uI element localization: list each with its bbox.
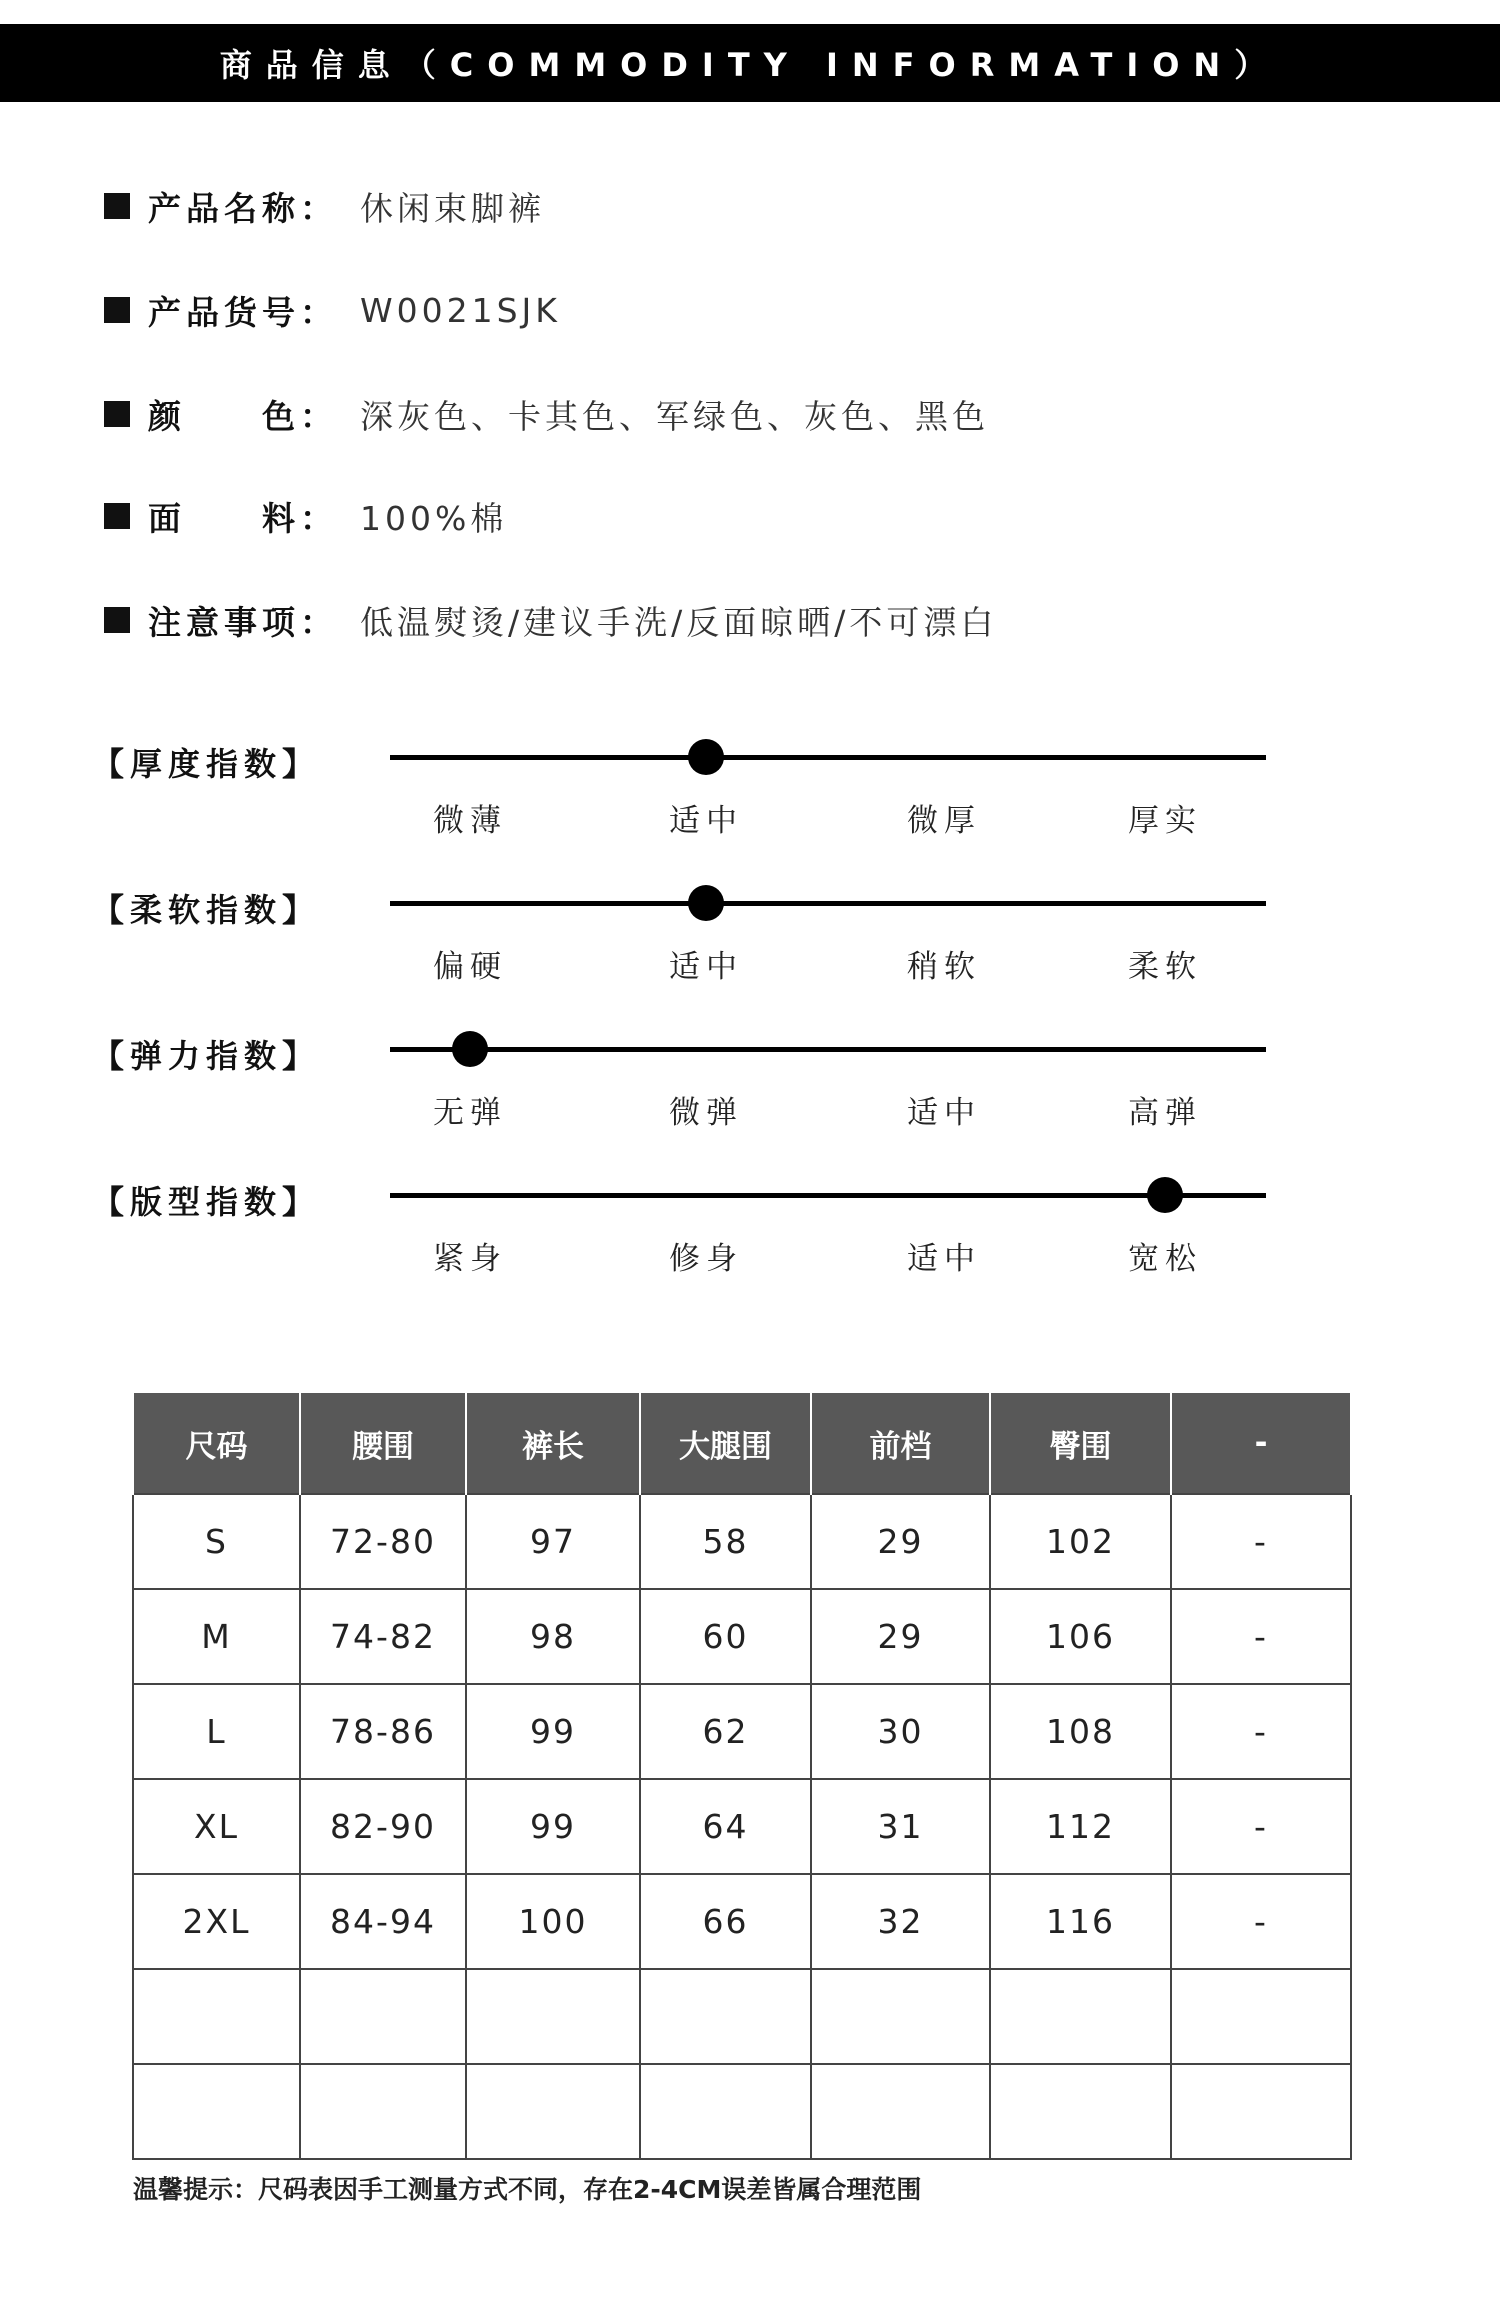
table-row (133, 1684, 1351, 1779)
table-cell: M (133, 1589, 300, 1684)
info-row-name (104, 176, 545, 236)
column-header: - (1171, 1393, 1351, 1494)
scale-tick-label: 宽松 (1128, 1241, 1202, 1277)
scale-tick-label: 无弹 (433, 1095, 507, 1131)
bullet-square-icon (104, 401, 130, 427)
table-row (133, 2064, 1351, 2159)
info-value: 休闲束脚裤 (360, 188, 545, 228)
info-label: 产品名称： (148, 188, 338, 228)
scale-title: 【版型指数】 (92, 1183, 321, 1221)
scale-tick-label: 适中 (907, 1241, 981, 1277)
scale-elasticity (0, 1027, 1500, 1147)
scale-title: 【柔软指数】 (92, 891, 321, 929)
scale-tick-label: 适中 (669, 949, 743, 985)
info-value: 100%棉 (360, 498, 508, 538)
table-cell (466, 1969, 640, 2064)
table-cell: 116 (990, 1874, 1171, 1969)
info-row-color (104, 384, 989, 444)
table-cell (990, 1969, 1171, 2064)
table-cell: 31 (811, 1779, 990, 1874)
table-row (133, 1779, 1351, 1874)
scale-indicator-dot (452, 1031, 488, 1067)
scale-tick-label: 适中 (907, 1095, 981, 1131)
scale-line (390, 755, 1266, 760)
scale-thickness (0, 735, 1500, 855)
table-cell: 82-90 (300, 1779, 466, 1874)
table-cell: - (1171, 1874, 1351, 1969)
table-cell: 99 (466, 1684, 640, 1779)
table-cell: 99 (466, 1779, 640, 1874)
table-cell: 84-94 (300, 1874, 466, 1969)
table-cell (640, 2064, 811, 2159)
scale-tick-label: 微薄 (433, 803, 507, 839)
table-cell (133, 2064, 300, 2159)
scale-tick-label: 厚实 (1128, 803, 1202, 839)
table-cell: L (133, 1684, 300, 1779)
table-cell: 74-82 (300, 1589, 466, 1684)
table-cell (811, 1969, 990, 2064)
table-cell: 30 (811, 1684, 990, 1779)
scale-indicator-dot (688, 739, 724, 775)
table-cell: 62 (640, 1684, 811, 1779)
table-cell: 29 (811, 1494, 990, 1589)
info-label: 注意事项： (148, 602, 338, 642)
table-cell: 78-86 (300, 1684, 466, 1779)
scale-tick-label: 偏硬 (433, 949, 507, 985)
info-label: 面 料： (148, 498, 338, 538)
table-cell (1171, 2064, 1351, 2159)
table-row (133, 1494, 1351, 1589)
scale-line (390, 901, 1266, 906)
bullet-square-icon (104, 607, 130, 633)
scale-line (390, 1193, 1266, 1198)
table-cell: 112 (990, 1779, 1171, 1874)
column-header: 大腿围 (640, 1393, 811, 1494)
bullet-square-icon (104, 503, 130, 529)
scale-tick-label: 修身 (669, 1241, 743, 1277)
table-cell: 60 (640, 1589, 811, 1684)
table-row (133, 1969, 1351, 2064)
column-header: 臀围 (990, 1393, 1171, 1494)
info-label: 颜 色： (148, 396, 338, 436)
column-header: 尺码 (133, 1393, 300, 1494)
table-cell (300, 1969, 466, 2064)
info-row-sku (104, 280, 561, 340)
bullet-square-icon (104, 193, 130, 219)
column-header: 前档 (811, 1393, 990, 1494)
table-cell: 98 (466, 1589, 640, 1684)
table-cell (640, 1969, 811, 2064)
table-cell (300, 2064, 466, 2159)
table-cell: - (1171, 1589, 1351, 1684)
table-cell: 58 (640, 1494, 811, 1589)
column-header: 腰围 (300, 1393, 466, 1494)
scale-tick-label: 紧身 (433, 1241, 507, 1277)
table-cell: 66 (640, 1874, 811, 1969)
scale-tick-label: 高弹 (1128, 1095, 1202, 1131)
table-cell: 72-80 (300, 1494, 466, 1589)
table-cell: 64 (640, 1779, 811, 1874)
scale-indicator-dot (688, 885, 724, 921)
scale-indicator-dot (1147, 1177, 1183, 1213)
scale-title: 【厚度指数】 (92, 745, 321, 783)
info-row-care (104, 590, 997, 650)
table-cell (1171, 1969, 1351, 2064)
scale-tick-label: 柔软 (1128, 949, 1202, 985)
table-row (133, 1874, 1351, 1969)
info-value: 深灰色、卡其色、军绿色、灰色、黑色 (360, 396, 989, 436)
table-cell: - (1171, 1684, 1351, 1779)
table-cell: 97 (466, 1494, 640, 1589)
size-tip-note: 温馨提示：尺码表因手工测量方式不同，存在2-4CM误差皆属合理范围 (133, 2175, 922, 2204)
table-cell (466, 2064, 640, 2159)
table-cell: 2XL (133, 1874, 300, 1969)
table-cell: - (1171, 1494, 1351, 1589)
column-header: 裤长 (466, 1393, 640, 1494)
table-cell: 108 (990, 1684, 1171, 1779)
table-cell: XL (133, 1779, 300, 1874)
table-cell: S (133, 1494, 300, 1589)
scale-line (390, 1047, 1266, 1052)
scale-fit (0, 1173, 1500, 1293)
table-row (133, 1589, 1351, 1684)
size-table (132, 1393, 1352, 2160)
table-cell (990, 2064, 1171, 2159)
scale-tick-label: 微厚 (907, 803, 981, 839)
info-value: W0021SJK (360, 290, 561, 330)
table-cell: 32 (811, 1874, 990, 1969)
table-cell: 100 (466, 1874, 640, 1969)
page-title: 商品信息（COMMODITY INFORMATION） (219, 46, 1281, 84)
table-cell: 106 (990, 1589, 1171, 1684)
scale-softness (0, 881, 1500, 1001)
header-bar (0, 24, 1500, 102)
info-row-fabric (104, 486, 507, 546)
table-header-row (133, 1393, 1351, 1494)
table-cell (133, 1969, 300, 2064)
scale-tick-label: 微弹 (669, 1095, 743, 1131)
info-label: 产品货号： (148, 292, 338, 332)
table-cell: 102 (990, 1494, 1171, 1589)
scale-tick-label: 稍软 (907, 949, 981, 985)
table-cell: - (1171, 1779, 1351, 1874)
table-cell (811, 2064, 990, 2159)
bullet-square-icon (104, 297, 130, 323)
info-value: 低温熨烫/建议手洗/反面晾晒/不可漂白 (360, 602, 998, 642)
scale-title: 【弹力指数】 (92, 1037, 321, 1075)
table-cell: 29 (811, 1589, 990, 1684)
scale-tick-label: 适中 (669, 803, 743, 839)
